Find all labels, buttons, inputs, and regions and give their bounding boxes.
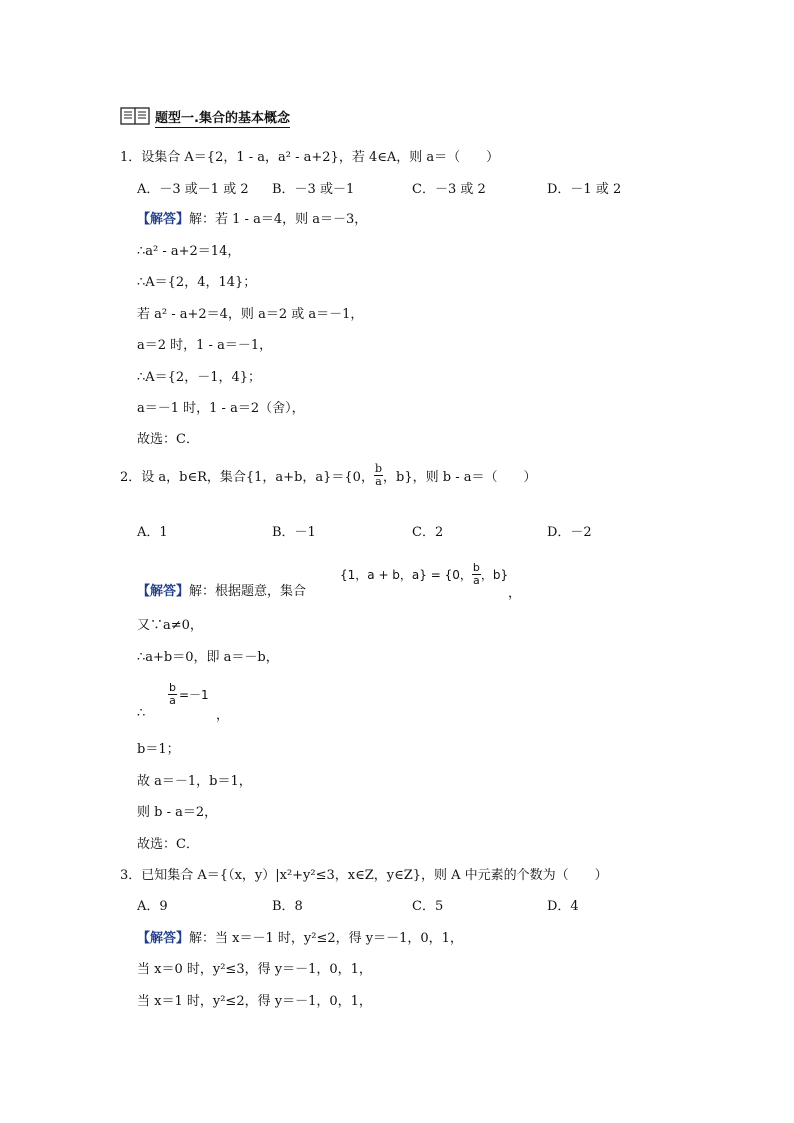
q2-option-a: A．1: [137, 525, 168, 540]
section-title: 题型一.集合的基本概念: [155, 107, 290, 128]
q1-solution-line: 故选：C．: [137, 432, 199, 447]
solution-tag: 【解答】: [137, 584, 190, 599]
q1-solution-line: 若 a² - a+2＝4，则 a＝2 或 a＝－1，: [137, 307, 364, 322]
q2-option-d: D．－2: [547, 525, 592, 540]
q1-solution-line: ∴A＝{2，4，14}；: [137, 275, 257, 290]
q2-therefore-symbol: ∴: [137, 706, 146, 721]
fraction-b-over-a: $\frac{b}{a}$: [169, 681, 176, 707]
q3-solution-line: 当 x＝0 时，y²≤3，得 y＝－1，0，1，: [137, 962, 372, 977]
q3-option-c: C．5: [412, 899, 444, 914]
q2-solution-line: 故选：C．: [137, 837, 199, 852]
fraction-b-over-a: $\frac{b}{a}$: [374, 462, 383, 488]
q1-solution-line: ∴a² - a+2＝14，: [137, 244, 241, 259]
q1-option-b: B．－3 或－1: [272, 182, 355, 197]
q2-equation-comma: ，: [508, 586, 522, 601]
q2-solution-line: 故 a＝－1，b＝1，: [137, 774, 252, 789]
q3-solution-line: 【解答】解：当 x＝－1 时，y²≤2，得 y＝－1，0，1，: [137, 931, 463, 946]
q3-option-d: D．4: [547, 899, 579, 914]
q2-ratio-equation: $\frac{b}{a}$ =－1: [169, 681, 209, 707]
q2-ratio-comma: ，: [216, 708, 230, 723]
q3-option-b: B．8: [272, 899, 303, 914]
q1-option-d: D．－1 或 2: [547, 182, 622, 197]
q1-solution-line: ∴A＝{2，－1，4}；: [137, 370, 262, 385]
q2-stem: 2．设 a，b∈R，集合{1，a+b，a}＝{0， $\frac{b}{a}$ ，b}，则 b - a＝（ ）: [120, 462, 537, 488]
fraction-b-over-a: $\frac{b}{a}$: [472, 561, 480, 587]
q2-solution-line: b＝1；: [137, 742, 180, 757]
q1-solution-line: a＝2 时，1 - a＝－1，: [137, 338, 273, 353]
q1-solution-line: 【解答】解：若 1 - a＝4，则 a＝－3，: [137, 212, 368, 227]
q3-option-a: A．9: [137, 899, 168, 914]
q3-stem: 3．已知集合 A＝{（x，y）|x²+y²≤3，x∈Z，y∈Z}，则 A 中元素的个数为（ ）: [120, 868, 608, 883]
q1-option-a: A．－3 或－1 或 2: [137, 182, 249, 197]
q2-option-c: C．2: [412, 525, 444, 540]
solution-tag: 【解答】: [137, 931, 190, 946]
q1-option-c: C．－3 或 2: [412, 182, 486, 197]
q2-solution-first: 【解答】解：根据题意，集合: [137, 584, 307, 599]
q2-solution-line: ∴a+b＝0，即 a＝－b，: [137, 650, 279, 665]
q2-option-b: B．－1: [272, 525, 316, 540]
q1-solution-line: a＝－1 时，1 - a＝2（舍），: [137, 401, 305, 416]
q1-stem: 1．设集合 A＝{2，1 - a，a² - a+2}，若 4∈A，则 a＝（ ）: [120, 150, 500, 165]
solution-tag: 【解答】: [137, 212, 190, 227]
book-icon: [120, 106, 150, 126]
q2-solution-line: 又∵a≠0，: [137, 618, 203, 633]
q3-solution-line: 当 x＝1 时，y²≤2，得 y＝－1，0，1，: [137, 994, 372, 1009]
q2-solution-line: 则 b - a＝2，: [137, 805, 218, 820]
q2-set-equation: {1，a + b，a} = {0， $\frac{b}{a}$ ，b}: [340, 561, 509, 587]
